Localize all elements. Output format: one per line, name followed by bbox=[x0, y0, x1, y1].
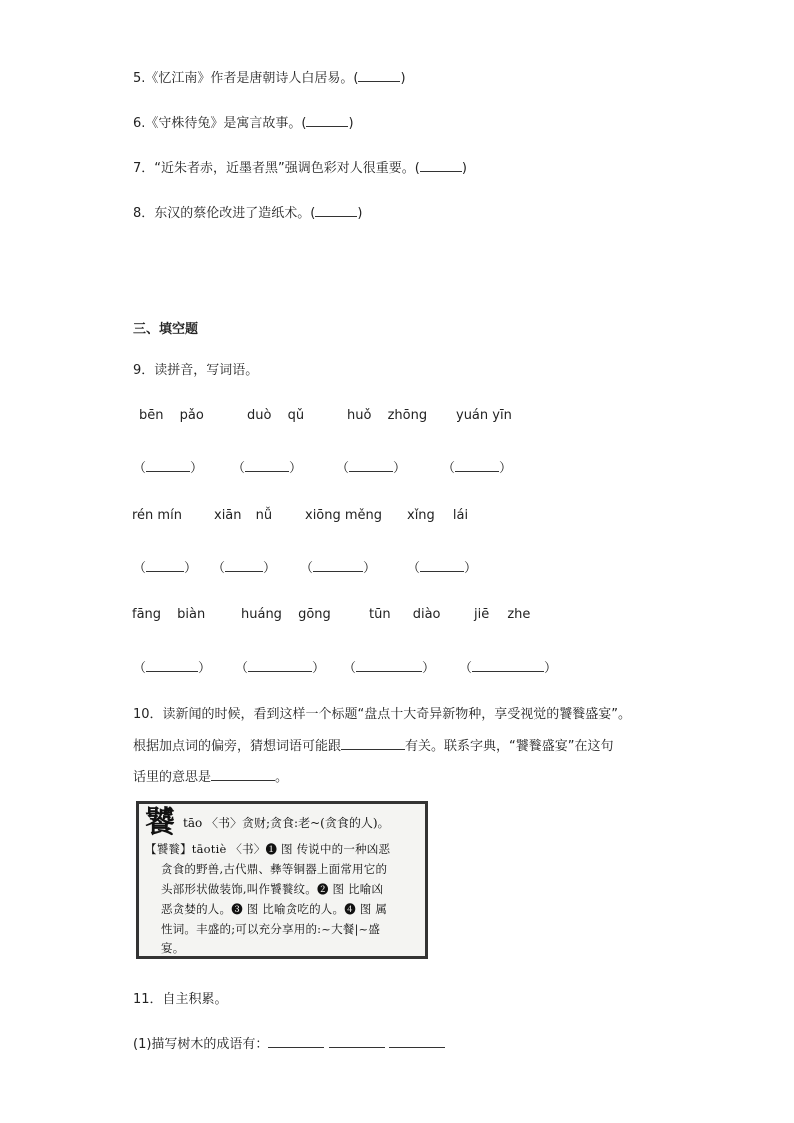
pinyin-word: huǒ zhōng bbox=[347, 408, 428, 423]
pinyin-word: bēn pǎo bbox=[139, 408, 204, 423]
answer-blank[interactable] bbox=[358, 67, 400, 82]
word-blank[interactable]: （ ） bbox=[343, 657, 435, 676]
word-blank[interactable]: （ ） bbox=[407, 557, 477, 576]
word-blank[interactable]: （ ） bbox=[133, 557, 197, 576]
question-11-sub1: (1)描写树木的成语有： bbox=[133, 1033, 445, 1052]
question-6: 6.《守株待兔》是寓言故事。( ) bbox=[133, 112, 354, 131]
question-10-line3: 话里的意思是 。 bbox=[133, 766, 288, 785]
pinyin-word: xiōng měng bbox=[305, 508, 383, 523]
dictionary-line: 【饕餮】tāotiè 〈书〉❶ 图 传说中的一种凶恶 bbox=[145, 842, 391, 856]
answer-blank[interactable] bbox=[389, 1033, 445, 1048]
dictionary-line: 头部形状做装饰,叫作饕餮纹。❷ 图 比喻凶 bbox=[161, 882, 384, 896]
answer-blank[interactable] bbox=[268, 1033, 324, 1048]
question-8-text: 8．东汉的蔡伦改进了造纸术。( bbox=[133, 206, 316, 221]
answer-blank[interactable] bbox=[341, 735, 405, 750]
pinyin-word: jiē zhe bbox=[474, 607, 531, 622]
pinyin-word: fāng biàn bbox=[132, 607, 206, 622]
question-7: 7．“近朱者赤，近墨者黑”强调色彩对人很重要。( ) bbox=[133, 157, 467, 176]
word-blank[interactable]: （ ） bbox=[212, 557, 276, 576]
pinyin-word: xǐng lái bbox=[407, 508, 469, 523]
word-blank[interactable]: （ ） bbox=[235, 657, 325, 676]
word-blank[interactable]: （ ） bbox=[442, 457, 512, 476]
answer-blank[interactable] bbox=[420, 157, 462, 172]
dictionary-line: 性词。丰盛的;可以充分享用的:~大餐|~盛 bbox=[161, 922, 381, 936]
pinyin-word: xiān nǚ bbox=[214, 508, 273, 523]
question-5: 5.《忆江南》作者是唐朝诗人白居易。( ) bbox=[133, 67, 406, 86]
word-blank[interactable]: （ ） bbox=[459, 657, 557, 676]
answer-blank[interactable] bbox=[211, 766, 275, 781]
dictionary-line: 贪食的野兽,古代鼎、彝等铜器上面常用它的 bbox=[161, 862, 388, 876]
dictionary-line: 宴。 bbox=[161, 941, 185, 955]
word-blank[interactable]: （ ） bbox=[133, 457, 203, 476]
question-10-line2: 根据加点词的偏旁，猜想词语可能跟 有关。联系字典，“饕餮盛宴”在这句 bbox=[133, 735, 614, 754]
question-7-text: 7．“近朱者赤，近墨者黑”强调色彩对人很重要。( bbox=[133, 161, 420, 176]
word-blank[interactable]: （ ） bbox=[300, 557, 376, 576]
pinyin-word: tūn diào bbox=[369, 607, 441, 622]
word-blank[interactable]: （ ） bbox=[336, 457, 406, 476]
pinyin-word: duò qǔ bbox=[247, 408, 305, 423]
question-8: 8．东汉的蔡伦改进了造纸术。( ) bbox=[133, 202, 362, 221]
dictionary-line: 恶贪婪的人。❸ 图 比喻贪吃的人。❹ 图 属 bbox=[161, 902, 388, 916]
question-6-text: 6.《守株待兔》是寓言故事。( bbox=[133, 116, 307, 131]
dictionary-line: tāo 〈书〉贪财;贪食:老~(贪食的人)。 bbox=[183, 816, 390, 830]
answer-blank[interactable] bbox=[306, 112, 348, 127]
question-5-text: 5.《忆江南》作者是唐朝诗人白居易。( bbox=[133, 71, 359, 86]
question-9-prompt: 9．读拼音，写词语。 bbox=[133, 363, 259, 378]
dictionary-entry-image bbox=[136, 801, 428, 959]
pinyin-word: rén mín bbox=[132, 508, 182, 523]
word-blank[interactable]: （ ） bbox=[232, 457, 302, 476]
word-blank[interactable]: （ ） bbox=[133, 657, 211, 676]
section-title: 三、填空题 bbox=[133, 322, 199, 337]
answer-blank[interactable] bbox=[329, 1033, 385, 1048]
pinyin-word: yuán yīn bbox=[456, 408, 512, 423]
answer-blank[interactable] bbox=[315, 202, 357, 217]
question-11-prompt: 11．自主积累。 bbox=[133, 992, 228, 1007]
question-10-line1: 10．读新闻的时候，看到这样一个标题“盘点十大奇异新物种，享受视觉的饕餮盛宴”。 bbox=[133, 707, 632, 722]
dictionary-headword: 饕 bbox=[145, 805, 175, 840]
pinyin-word: huáng gōng bbox=[241, 607, 331, 622]
